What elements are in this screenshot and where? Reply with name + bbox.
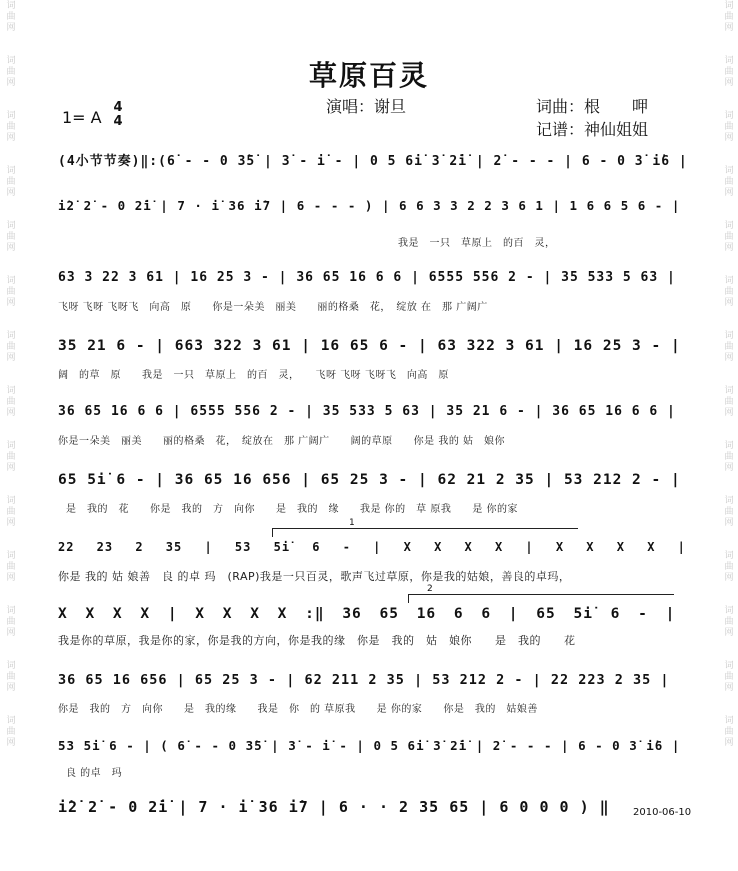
lyric-line: 飞呀 飞呀 飞呀飞 向高 原 你是一朵美 丽美 丽的格桑 花， 绽放 在 那 广阔广 bbox=[58, 302, 488, 313]
lyric-line: 阔 的草 原 我是 一只 草原上 的百 灵， 飞呀 飞呀 飞呀飞 向高 原 bbox=[58, 370, 449, 381]
watermark-text: 词曲网 bbox=[722, 330, 733, 363]
watermark-text: 词曲网 bbox=[722, 110, 733, 143]
volta-number: 1 bbox=[349, 518, 355, 528]
time-signature bbox=[111, 101, 125, 129]
watermark-text: 词曲网 bbox=[722, 55, 733, 88]
watermark-text: 词曲网 bbox=[4, 55, 15, 88]
transcriber-credit: 记谱：神仙姐姐 bbox=[536, 120, 649, 139]
notation-line: 53 5i̇ 6 - | ( 6̇ - - 0 3̇5̇ | 3̇ - i̇ - | 0 5 6i̇ 3̇ 2̇i̇ | 2̇ - - - | 6 - 0 3̇ i̇6 | bbox=[58, 738, 681, 753]
composer-credit: 词曲：根 呷 bbox=[536, 97, 649, 116]
notation-line: 35 21 6 - | 663 322 3 61 | 16 65 6 - | 63 322 3 61 | 16 25 3 - | bbox=[58, 338, 681, 354]
watermark-text: 词曲网 bbox=[722, 165, 733, 198]
time-signature-bottom: 4 bbox=[113, 114, 123, 129]
notation-line: i̇2̇ 2̇ - 0 2̇i̇ | 7 · i̇ 36 i̇7 | 6 - - - ) | 6 6 3 3 2 2 3 6 1 | 1 6 6 5 6 - | bbox=[58, 198, 681, 213]
volta-bracket-2 bbox=[408, 584, 674, 603]
notation-line: 63 3 22 3 61 | 16 25 3 - | 36 65 16 6 6 | 6555 556 2 - | 35 533 5 63 | bbox=[58, 270, 676, 285]
watermark-text: 词曲网 bbox=[722, 715, 733, 748]
watermark-text: 词曲网 bbox=[4, 220, 15, 253]
watermark-text: 词曲网 bbox=[722, 550, 733, 583]
watermark-text: 词曲网 bbox=[4, 385, 15, 418]
lyric-line: 你是一朵美 丽美 丽的格桑 花， 绽放在 那 广阔广 阔的草原 你是 我的 姑 娘你 bbox=[58, 436, 506, 447]
watermark-text: 词曲网 bbox=[722, 440, 733, 473]
watermark-text: 词曲网 bbox=[722, 275, 733, 308]
notation-line: i̇2̇ 2̇ - 0 2̇i̇ | 7 · i̇ 36 i̇7 | 6 · · 2 35 65 | 6 0 0 0 ) ‖ bbox=[58, 798, 610, 816]
watermark-text: 词曲网 bbox=[4, 110, 15, 143]
watermark-text: 词曲网 bbox=[4, 495, 15, 528]
notation-line: 22 23 2 35 | 53 5i̇ 6 - | X X X X | X X X X | bbox=[58, 540, 686, 554]
watermark-text: 词曲网 bbox=[4, 165, 15, 198]
watermark-text: 词曲网 bbox=[4, 605, 15, 638]
watermark-right bbox=[720, 0, 736, 871]
lyric-line: 我是 一只 草原上 的百 灵， bbox=[398, 238, 556, 249]
time-signature-top: 4 bbox=[113, 100, 123, 115]
watermark-text: 词曲网 bbox=[4, 660, 15, 693]
watermark-text: 词曲网 bbox=[4, 330, 15, 363]
notation-line: X X X X | X X X X :‖ 36 65 16 6 6 | 65 5i̇ 6 - | bbox=[58, 606, 676, 622]
volta-bracket-1 bbox=[272, 518, 578, 537]
watermark-text: 词曲网 bbox=[722, 385, 733, 418]
key-signature: 1= A bbox=[62, 108, 102, 127]
notation-line: 65 5i̇ 6 - | 36 65 16 656 | 65 25 3 - | 62 21 2 35 | 53 212 2 - | bbox=[58, 472, 681, 488]
watermark-text: 词曲网 bbox=[4, 715, 15, 748]
watermark-text: 词曲网 bbox=[722, 220, 733, 253]
watermark-text: 词曲网 bbox=[4, 0, 15, 33]
watermark-text: 词曲网 bbox=[722, 495, 733, 528]
notation-line: (4小节节奏)‖:(6̇ - - 0 3̇5̇ | 3̇ - i̇ - | 0 5 6i̇ 3̇ 2̇i̇ | 2̇ - - - | 6 - 0 3̇ i̇6 | bbox=[58, 154, 688, 169]
lyric-line: 是 我的 花 你是 我的 方 向你 是 我的 缘 我是 你的 草 原我 是 你的家 bbox=[66, 504, 519, 515]
watermark-text: 词曲网 bbox=[4, 550, 15, 583]
lyric-line: 你是 我的 方 向你 是 我的缘 我是 你 的 草原我 是 你的家 你是 我的 姑娘善 bbox=[58, 704, 538, 715]
notation-line: 36 65 16 6 6 | 6555 556 2 - | 35 533 5 63 | 35 21 6 - | 36 65 16 6 6 | bbox=[58, 404, 676, 419]
singer-credit: 演唱：谢旦 bbox=[326, 97, 407, 116]
watermark-left bbox=[2, 0, 18, 871]
notation-line: 36 65 16 656 | 65 25 3 - | 62 211 2 35 | 53 212 2 - | 22 223 2 35 | bbox=[58, 672, 670, 688]
watermark-text: 词曲网 bbox=[722, 605, 733, 638]
watermark-text: 词曲网 bbox=[722, 0, 733, 33]
lyric-line: 我是你的草原，我是你的家，你是我的方向，你是我的缘 你是 我的 姑 娘你 是 我的 花 bbox=[58, 634, 576, 647]
watermark-text: 词曲网 bbox=[4, 275, 15, 308]
song-title: 草原百灵 bbox=[308, 59, 429, 92]
lyric-line: 你是 我的 姑 娘善 良 的卓 玛 (RAP)我是一只百灵，歌声飞过草原，你是我的姑娘，善良的卓玛， bbox=[58, 570, 571, 583]
watermark-text: 词曲网 bbox=[722, 660, 733, 693]
transcription-date: 2010-06-10 bbox=[633, 807, 692, 818]
watermark-text: 词曲网 bbox=[4, 440, 15, 473]
volta-number: 2 bbox=[427, 584, 433, 594]
lyric-line: 良 的卓 玛 bbox=[66, 768, 123, 779]
